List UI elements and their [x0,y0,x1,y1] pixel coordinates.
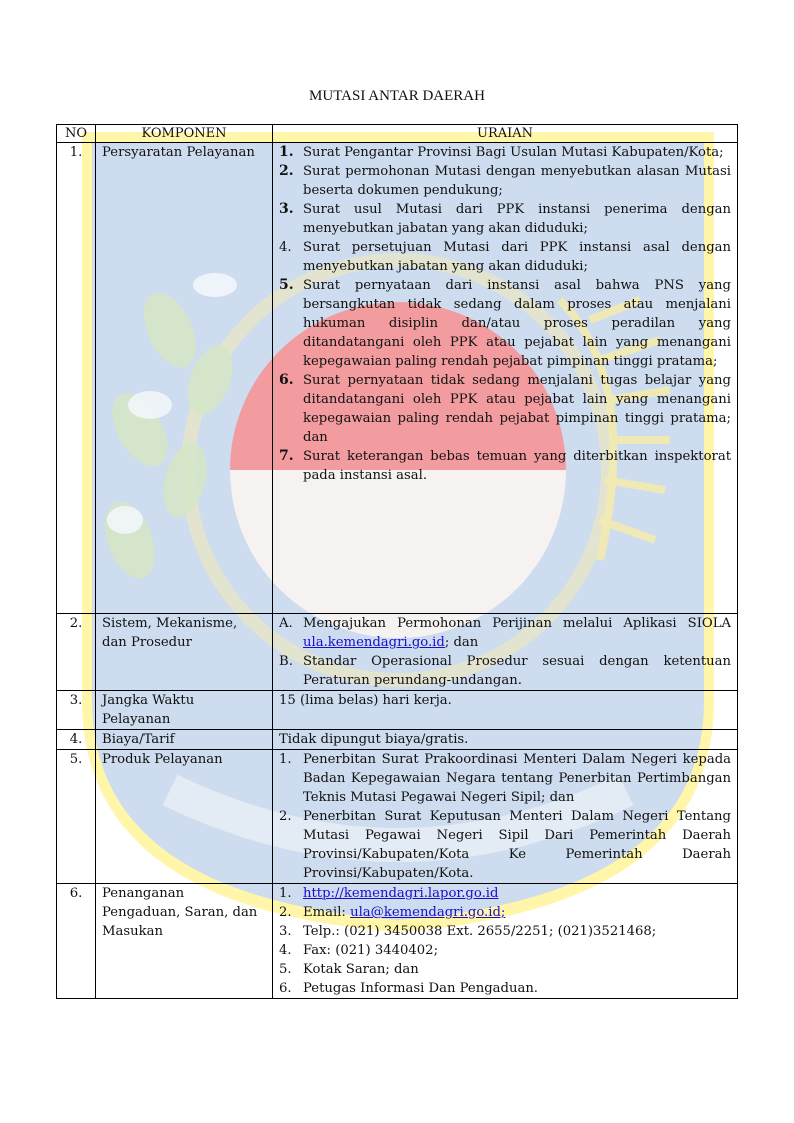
list-item [279,162,731,200]
list-marker: 2. [279,163,294,179]
row-uraian [273,884,738,999]
list-marker: 3. [279,924,292,939]
list-item [279,979,731,998]
email-link[interactable]: ula@kemendagri.go.id; [350,905,506,920]
row-uraian [273,614,738,691]
row-number: 6. [57,884,96,999]
list-text: ditandatangani oleh PPK atau pejabat lain yang menangani kepegawaian paling rendah pejabat pimpinan tinggi pratama; [303,335,731,369]
list-marker: B. [279,654,293,669]
header-uraian: URAIAN [273,125,738,143]
row-uraian: 15 (lima belas) hari kerja. [273,691,738,730]
list-text: Mengajukan Permohonan Perijinan melalui Aplikasi SIOLA [303,616,731,631]
row-uraian [273,750,738,884]
list-marker: 7. [279,448,294,464]
row-number: 3. [57,691,96,730]
list-item [279,447,731,485]
row-uraian [273,143,738,614]
header-no: NO [57,125,96,143]
table-row [57,884,738,999]
list-text: ; dan [444,635,479,650]
list-marker: 3. [279,201,294,217]
table-row [57,730,738,750]
list-item [279,750,731,807]
list-text: Surat pernyataan dari instansi asal bahwa PNS yang bersangkutan tidak sedang dalam proses atau menjalani hukuman disiplin dan/atau proses peradilan yang [303,278,731,331]
row-number: 2. [57,614,96,691]
row-komponen: Persyaratan Pelayanan [96,143,273,614]
list-item [279,884,731,903]
row-komponen: Biaya/Tarif [96,730,273,750]
list-marker: 2. [279,809,292,824]
list-item [279,960,731,979]
list-marker: 1. [279,886,292,901]
list-text: Surat keterangan bebas temuan yang diterbitkan inspektorat pada instansi asal. [303,449,731,483]
list-text: Fax: (021) 3440402; [303,943,439,958]
table-row [57,143,738,614]
list-marker: 6. [279,981,292,996]
row-number: 1. [57,143,96,614]
table-row [57,691,738,730]
list-text: Telp.: (021) 3450038 Ext. 2655/2251; (021)3521468; [303,924,657,939]
list-item [279,371,731,447]
list-text: Surat permohonan Mutasi dengan menyebutkan alasan Mutasi beserta dokumen pendukung; [303,164,731,198]
list-text: Penerbitan Surat Prakoordinasi Menteri Dalam Negeri kepada Badan Kepegawaian Negara tentang Penerbitan Pertimbangan Teknis Mutasi Pegawai Negeri Sipil; dan [303,752,731,805]
row-komponen: Sistem, Mekanisme, dan Prosedur [96,614,273,691]
table-header-row [57,125,738,143]
list-marker: 5. [279,962,292,977]
list-marker: 6. [279,372,294,388]
list-marker: 1. [279,752,292,767]
table-row [57,750,738,884]
list-text: Kotak Saran; dan [303,962,419,977]
list-item [279,238,731,276]
row-komponen: Penanganan Pengaduan, Saran, dan Masukan [96,884,273,999]
list-marker: 1. [279,144,294,160]
list-item [279,941,731,960]
list-text: Petugas Informasi Dan Pengaduan. [303,981,538,996]
list-marker: 4. [279,943,292,958]
row-uraian: Tidak dipungut biaya/gratis. [273,730,738,750]
list-text: Surat Pengantar Provinsi Bagi Usulan Mutasi Kabupaten/Kota; [303,145,724,160]
list-item [279,807,731,883]
list-text: Surat pernyataan tidak sedang menjalani tugas belajar yang ditandatangani oleh PPK atau pejabat lain yang menangani kepegawaian paling rendah pejabat pimpinan tinggi pratama; dan [303,373,731,445]
list-marker: 2. [279,905,292,920]
list-item [279,922,731,941]
list-item [279,903,731,922]
list-item [279,652,731,690]
list-text: Surat usul Mutasi dari PPK instansi penerima dengan menyebutkan jabatan yang akan diduduki; [303,202,731,236]
list-item [279,276,731,371]
siola-link[interactable]: ula.kemendagri.go.id [303,635,445,650]
header-komponen: KOMPONEN [96,125,273,143]
table-row [57,614,738,691]
lapor-link[interactable]: http://kemendagri.lapor.go.id [303,886,499,901]
list-text: Penerbitan Surat Keputusan Menteri Dalam Negeri Tentang Mutasi Pegawai Negeri Sipil Dari Pemerintah Daerah Provinsi/Kabupaten/Kota Ke Pemerintah Daerah Provinsi/Kabupaten/Kota. [303,809,731,881]
document-title: MUTASI ANTAR DAERAH [309,88,485,104]
row-number: 4. [57,730,96,750]
list-item [279,143,731,162]
row-komponen: Jangka Waktu Pelayanan [96,691,273,730]
list-text: Surat persetujuan Mutasi dari PPK instansi asal dengan menyebutkan jabatan yang akan diduduki; [303,240,731,274]
row-number: 5. [57,750,96,884]
service-table [56,124,738,999]
list-marker: A. [279,616,293,631]
row-komponen: Produk Pelayanan [96,750,273,884]
list-text: Standar Operasional Prosedur sesuai dengan ketentuan Peraturan perundang-undangan. [303,654,731,688]
list-text: Email: [303,905,351,920]
list-marker: 5. [279,277,294,293]
list-marker: 4. [279,240,292,255]
list-item [279,200,731,238]
list-item [279,614,731,652]
